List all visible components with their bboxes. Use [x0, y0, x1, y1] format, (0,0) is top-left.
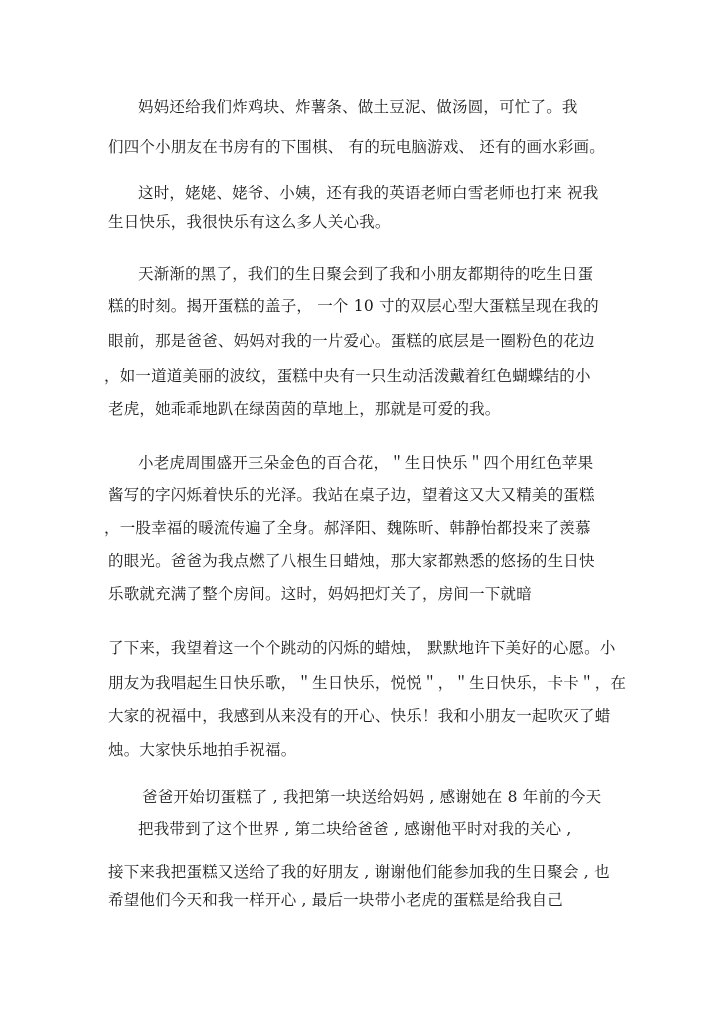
paragraph-6-line-2: 把我带到了这个世界 , 第二块给爸爸 , 感谢他平时对我的关心 ,: [138, 820, 572, 838]
paragraph-2-line-2: 生日快乐，我很快乐有这么多人关心我。: [108, 213, 391, 231]
paragraph-6-line-1: 爸爸开始切蛋糕了 , 我把第一块送给妈妈 , 感谢她在 8 年前的今天: [142, 788, 602, 806]
paragraph-4-line-5: 乐歌就充满了整个房间。这时，妈妈把灯关了，房间一下就暗: [108, 585, 532, 603]
paragraph-2-line-1: 这时，姥姥、姥爷、小姨，还有我的英语老师白雪老师也打来 祝我: [138, 184, 599, 202]
paragraph-3-line-2: 糕的时刻。揭开蛋糕的盖子， 一个 10 寸的双层心型大蛋糕呈现在我的: [108, 297, 599, 315]
paragraph-5-line-3: 大家的祝福中，我感到从来没有的开心、快乐！我和小朋友一起吹灭了蜡: [108, 707, 611, 725]
paragraph-7-line-2: 希望他们今天和我一样开心 , 最后一块带小老虎的蛋糕是给我自己: [108, 891, 563, 909]
paragraph-4-line-4: 的眼光。爸爸为我点燃了八根生日蜡烛，那大家都熟悉的悠扬的生日快: [108, 552, 595, 570]
paragraph-5-line-2: 朋友为我唱起生日快乐歌，＂生日快乐，悦悦＂，＂生日快乐，卡卡＂，在: [108, 674, 627, 692]
paragraph-1-line-1: 妈妈还给我们炸鸡块、炸薯条、做土豆泥、做汤圆，可忙了。我: [138, 98, 578, 116]
paragraph-3-line-1: 天渐渐的黑了，我们的生日聚会到了我和小朋友都期待的吃生日蛋: [138, 265, 594, 283]
paragraph-4-line-1: 小老虎周围盛开三朵金色的百合花，＂生日快乐＂四个用红色苹果: [138, 454, 594, 472]
paragraph-3-line-3: 眼前，那是爸爸、妈妈对我的一片爱心。蛋糕的底层是一圈粉色的花边: [108, 332, 595, 350]
paragraph-5-line-4: 烛。大家快乐地拍手祝福。: [108, 741, 297, 759]
paragraph-4-line-3: ，一股幸福的暖流传遍了全身。郝泽阳、魏陈昕、韩静怡都投来了羡慕: [104, 519, 591, 537]
paragraph-3-line-5: 老虎，她乖乖地趴在绿茵茵的草地上，那就是可爱的我。: [108, 400, 501, 418]
paragraph-3-line-4: ，如一道道美丽的波纹，蛋糕中央有一只生动活泼戴着红色蝴蝶结的小: [104, 367, 591, 385]
paragraph-5-line-1: 了下来，我望着这一个个跳动的闪烁的蜡烛， 默默地许下美好的心愿。小: [108, 639, 616, 657]
paragraph-7-line-1: 接下来我把蛋糕又送给了我的好朋友 , 谢谢他们能参加我的生日聚会 , 也: [108, 863, 610, 881]
paragraph-1-line-2: 们四个小朋友在书房有的下围棋、 有的玩电脑游戏、 还有的画水彩画。: [108, 138, 605, 156]
paragraph-4-line-2: 酱写的字闪烁着快乐的光泽。我站在桌子边，望着这又大又精美的蛋糕: [108, 486, 595, 504]
